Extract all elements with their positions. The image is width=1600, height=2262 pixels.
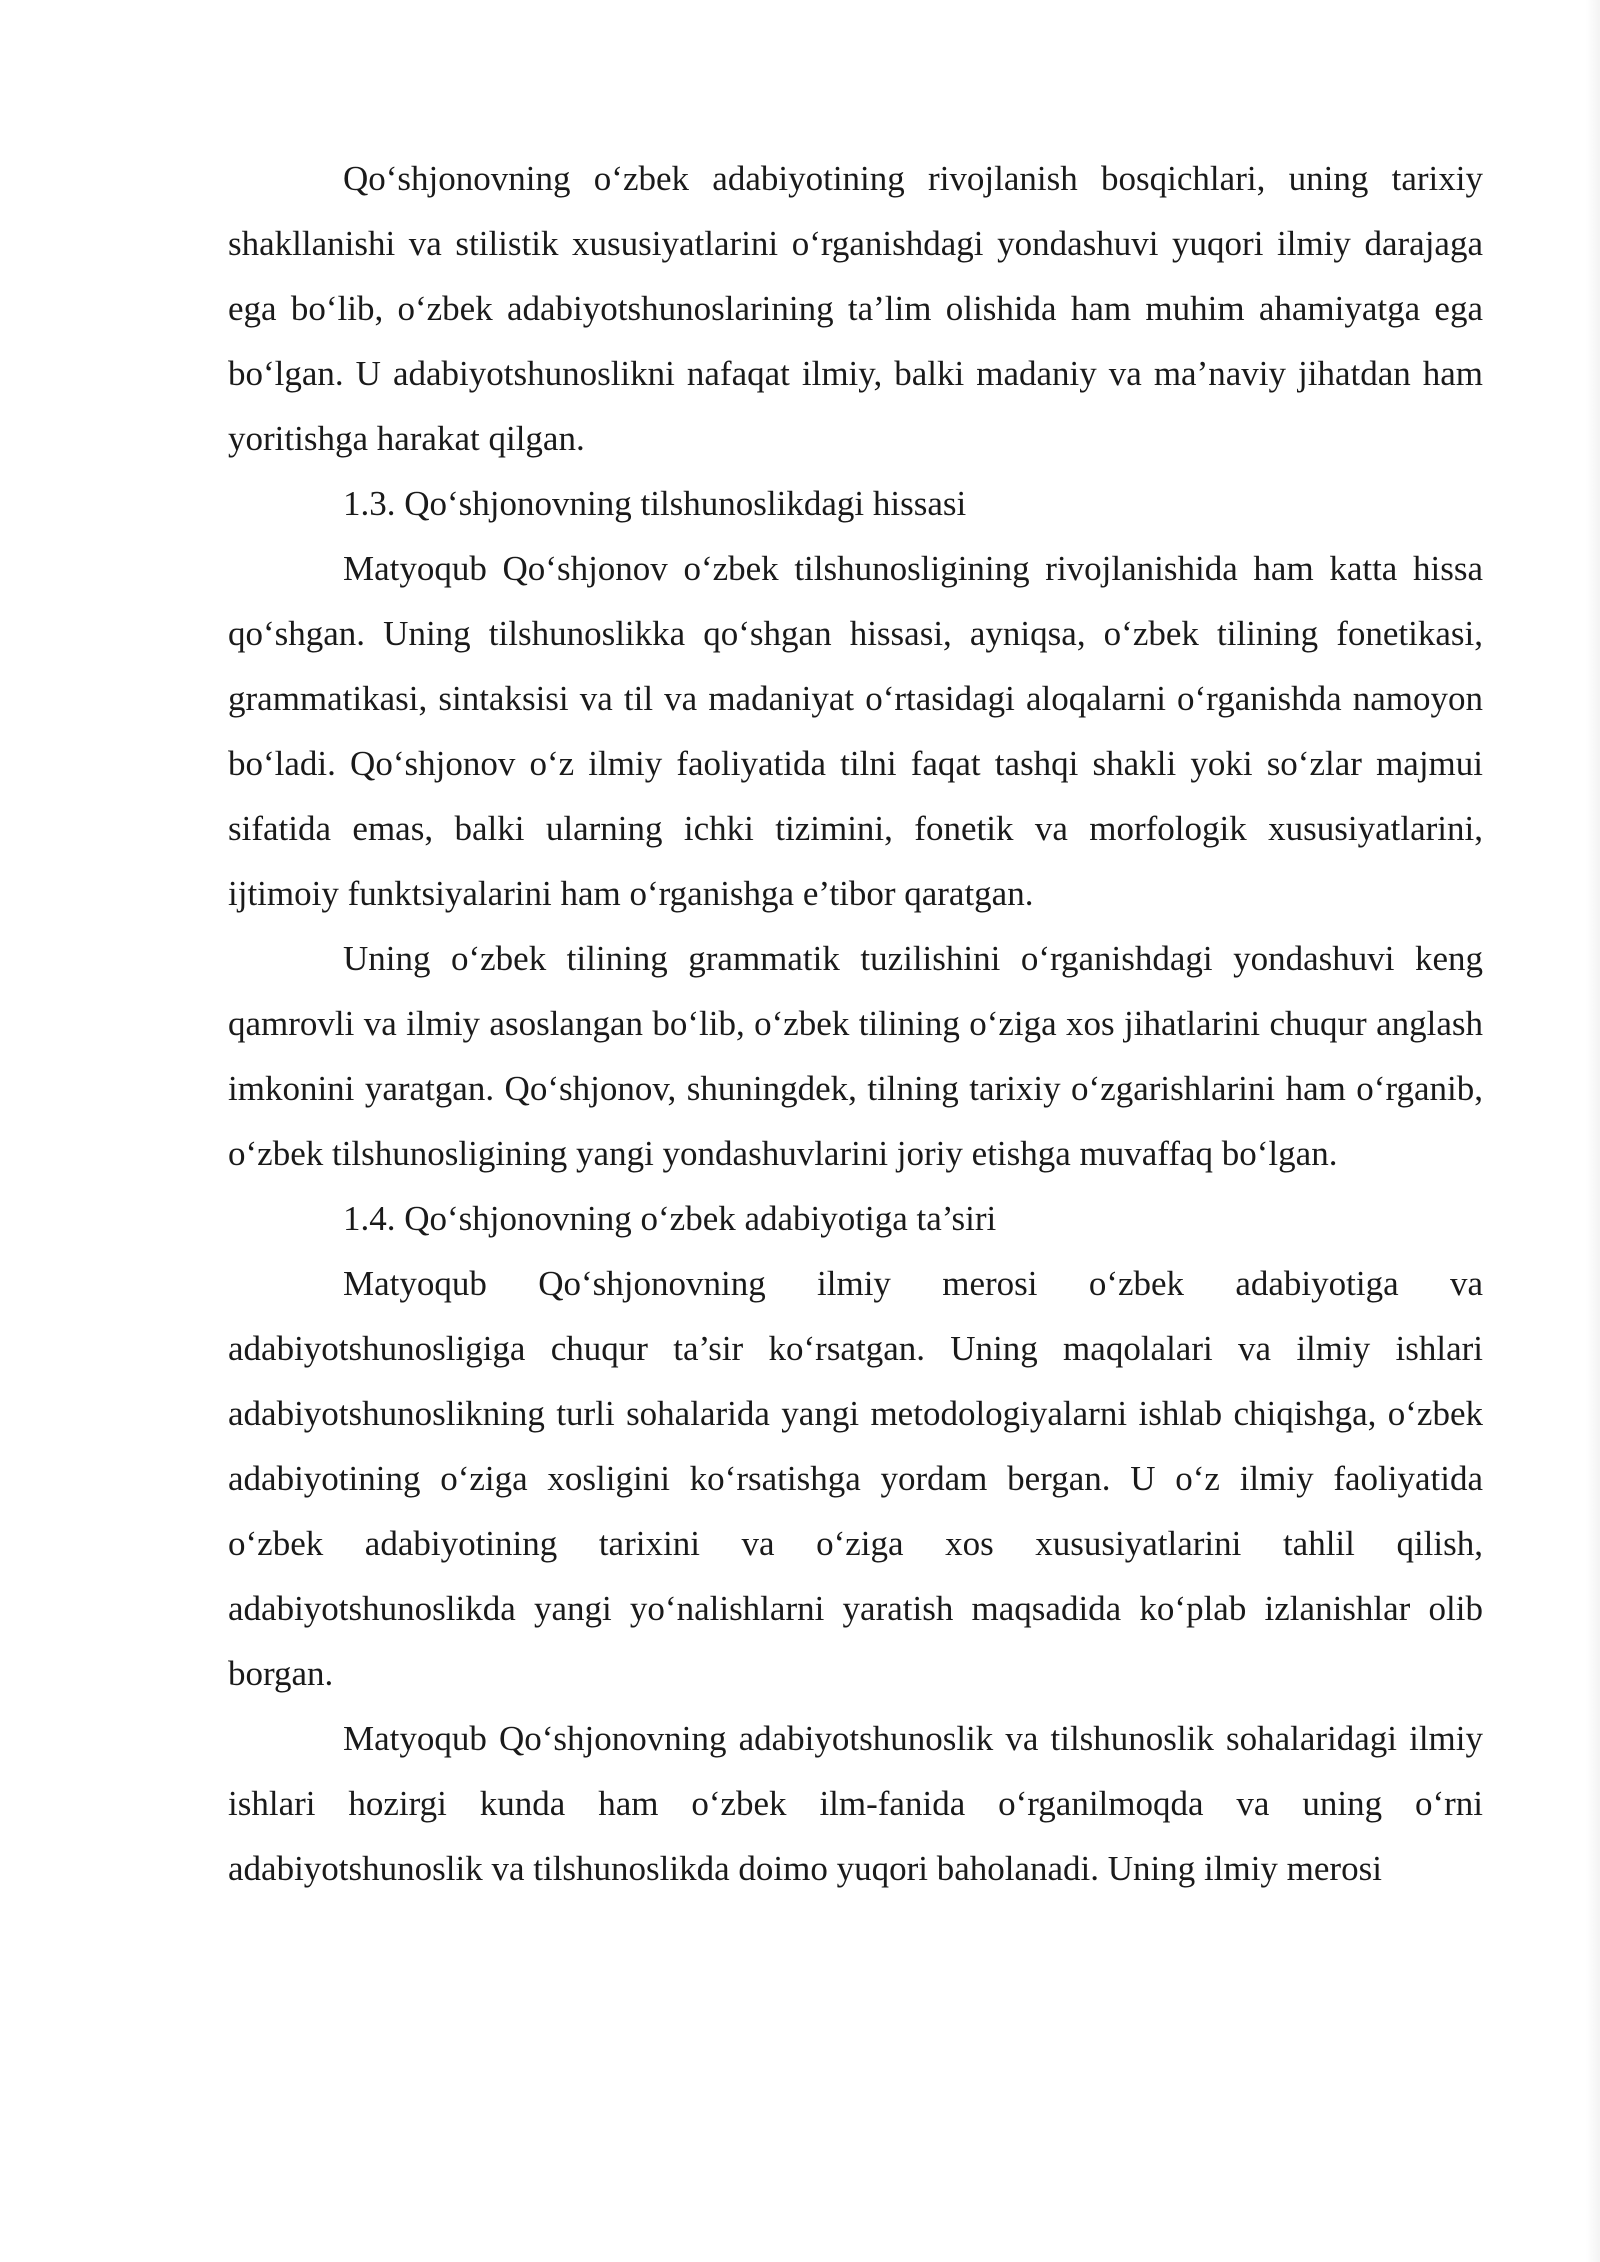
section-heading-1-4: 1.4. Qo‘shjonovning o‘zbek adabiyotiga ta’siri bbox=[343, 1199, 997, 1238]
paragraph-grammar-approach: Uning o‘zbek tilining grammatik tuzilishini o‘rganishdagi yondashuvi keng qamrovli va ilmiy asoslangan bo‘lib, o‘zbek tilining o‘ziga xos jihatlarini chuqur anglash imkonini yaratgan. Qo‘shjonov, shuningdek, tilning tarixiy o‘zgarishlarini ham o‘rganib, o‘zbek tilshunosligining yangi yondashuvlarini joriy etishga muvaffaq bo‘lgan. bbox=[228, 939, 1483, 1173]
document-body bbox=[228, 146, 1483, 1901]
paragraph-intro: Qo‘shjonovning o‘zbek adabiyotining rivojlanish bosqichlari, uning tarixiy shakllanishi va stilistik xususiyatlarini o‘rganishdagi yondashuvi yuqori ilmiy darajaga ega bo‘lib, o‘zbek adabiyotshunoslarining ta’lim olishida ham muhim ahamiyatga ega bo‘lgan. U adabiyotshunoslikni nafaqat ilmiy, balki madaniy va ma’naviy jihatdan ham yoritishga harakat qilgan. bbox=[228, 159, 1483, 458]
paragraph-linguistics-contribution: Matyoqub Qo‘shjonov o‘zbek tilshunosligining rivojlanishida ham katta hissa qo‘shgan. Uning tilshunoslikka qo‘shgan hissasi, ayniqsa, o‘zbek tilining fonetikasi, grammatikasi, sintaksisi va til va madaniyat o‘rtasidagi aloqalarni o‘rganishda namoyon bo‘ladi. Qo‘shjonov o‘z ilmiy faoliyatida tilni faqat tashqi shakli yoki so‘zlar majmui sifatida emas, balki ularning ichki tizimini, fonetik va morfologik xususiyatlarini, ijtimoiy funktsiyalarini ham o‘rganishga e’tibor qaratgan. bbox=[228, 549, 1483, 913]
paragraph-literary-influence: Matyoqub Qo‘shjonovning ilmiy merosi o‘zbek adabiyotiga va adabiyotshunosligiga chuqur ta’sir ko‘rsatgan. Uning maqolalari va ilmiy ishlari adabiyotshunoslikning turli sohalarida yangi metodologiyalarni ishlab chiqishga, o‘zbek adabiyotining o‘ziga xosligini ko‘rsatishga yordam bergan. U o‘z ilmiy faoliyatida o‘zbek adabiyotining tarixini va o‘ziga xos xususiyatlarini tahlil qilish, adabiyotshunoslikda yangi yo‘nalishlarni yaratish maqsadida ko‘plab izlanishlar olib borgan. bbox=[228, 1264, 1483, 1693]
page-edge-shadow bbox=[1586, 0, 1600, 2262]
paragraph-legacy: Matyoqub Qo‘shjonovning adabiyotshunoslik va tilshunoslik sohalaridagi ilmiy ishlari hozirgi kunda ham o‘zbek ilm-fanida o‘rganilmoqda va uning o‘rni adabiyotshunoslik va tilshunoslikda doimo yuqori baholanadi. Uning ilmiy merosi bbox=[228, 1719, 1483, 1888]
section-heading-1-3: 1.3. Qo‘shjonovning tilshunoslikdagi hissasi bbox=[343, 484, 967, 523]
